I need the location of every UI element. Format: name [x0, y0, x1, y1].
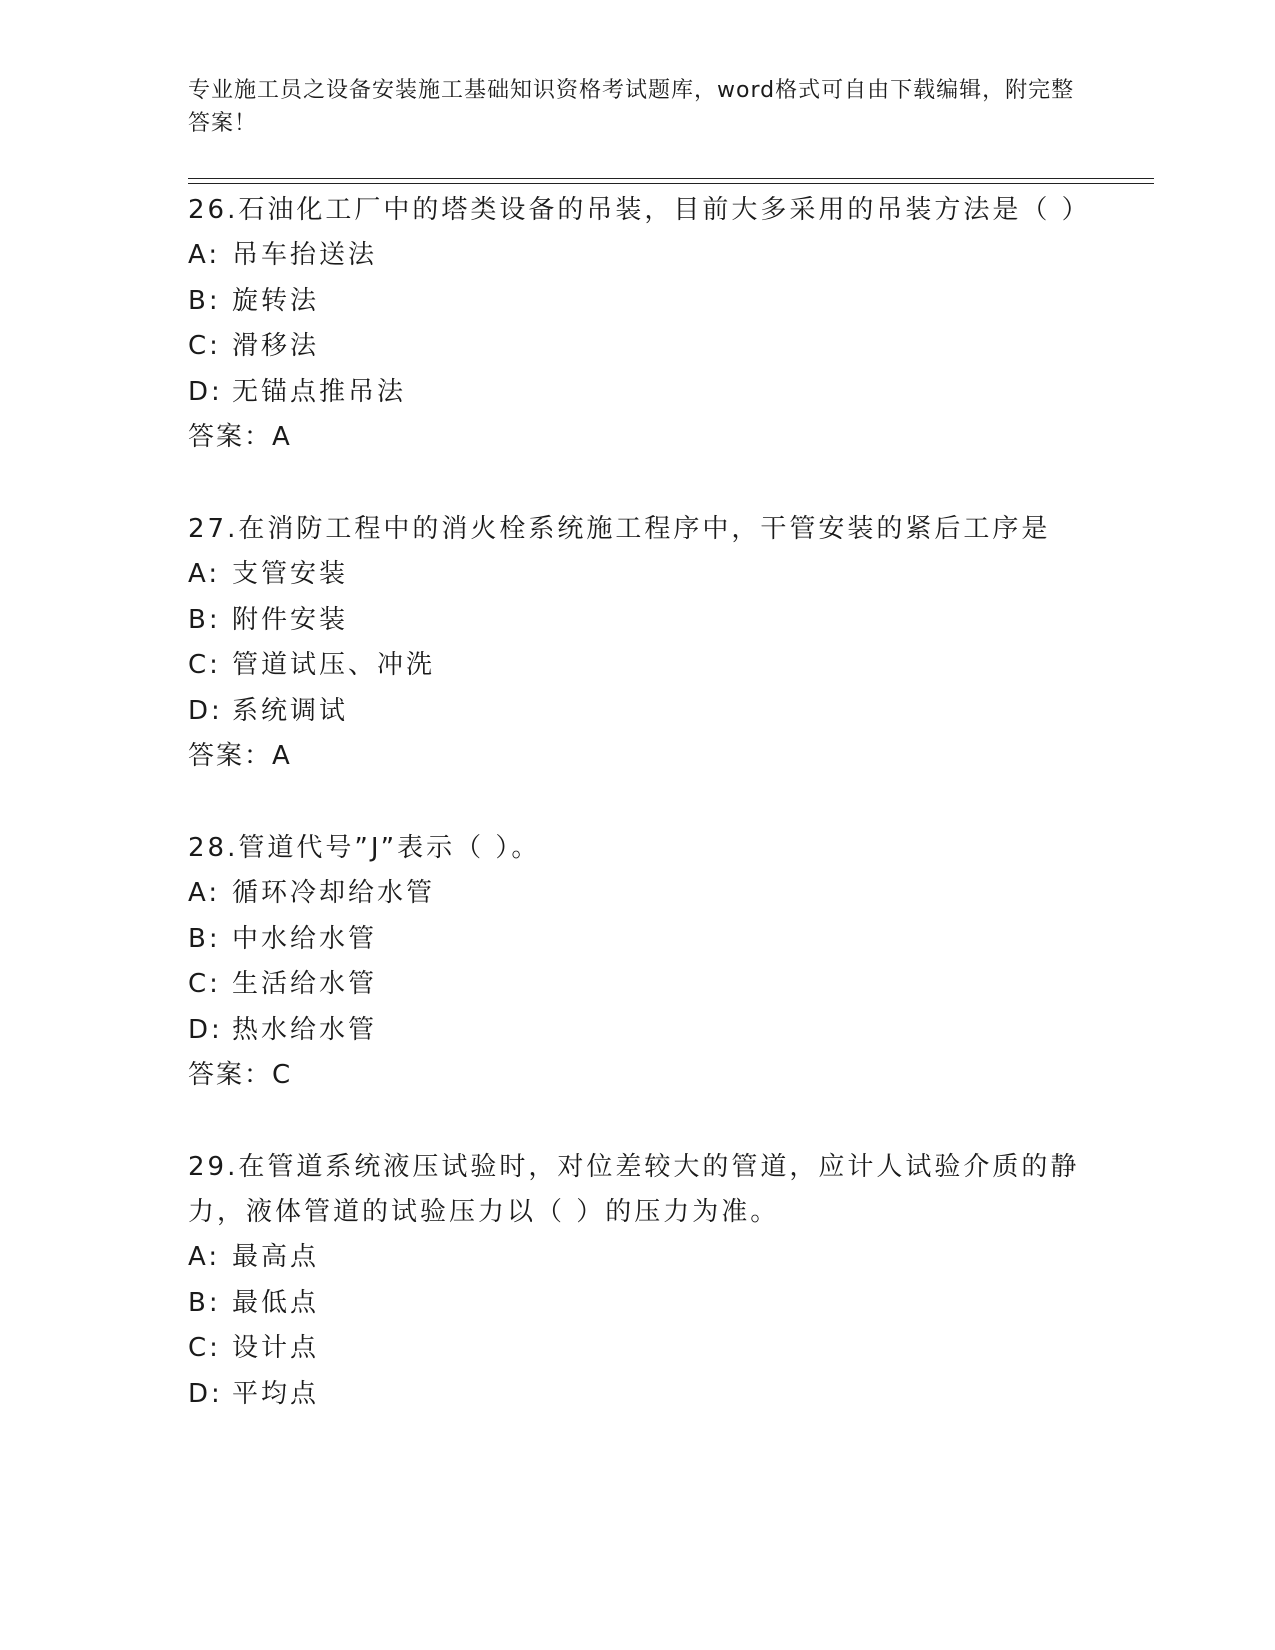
- option-c: [188, 962, 1088, 1008]
- option-text: 生活给水管: [232, 969, 378, 999]
- option-letter: A:: [188, 1242, 221, 1272]
- answer-line: 答案：A: [188, 422, 292, 452]
- question-26: [188, 188, 1091, 460]
- option-text: 系统调试: [232, 695, 349, 726]
- option-b: [188, 279, 1088, 325]
- option-letter: C:: [188, 331, 221, 361]
- option-b: [188, 598, 1088, 644]
- option-text: 设计点: [232, 1333, 320, 1363]
- option-c: [188, 643, 1088, 689]
- option-text: 最高点: [232, 1242, 320, 1272]
- option-letter: D:: [188, 1378, 223, 1409]
- option-d: [188, 689, 1088, 735]
- option-a: [188, 871, 1088, 917]
- document-header: 专业施工员之设备安装施工基础知识资格考试题库，word格式可自由下载编辑，附完整答案！: [188, 78, 1075, 136]
- option-text: 无锚点推吊法: [232, 376, 407, 407]
- option-letter: B:: [188, 604, 221, 635]
- option-text: 吊车抬送法: [232, 240, 378, 270]
- option-letter: B:: [188, 285, 221, 316]
- option-letter: B:: [188, 923, 221, 954]
- answer-line: 答案：A: [188, 741, 292, 771]
- answer-line: 答案：C: [188, 1060, 293, 1090]
- option-letter: B:: [188, 1287, 221, 1318]
- option-letter: D:: [188, 695, 223, 726]
- option-text: 最低点: [232, 1287, 320, 1318]
- option-text: 中水给水管: [232, 923, 378, 954]
- header-divider-top: [188, 178, 1154, 179]
- option-a: [188, 552, 1088, 598]
- question-28: [188, 826, 1088, 1098]
- option-letter: C:: [188, 969, 221, 999]
- option-text: 管道试压、冲洗: [232, 650, 436, 680]
- option-c: [188, 324, 1088, 370]
- option-text: 附件安装: [232, 604, 349, 635]
- option-b: [188, 917, 1088, 963]
- question-stem: 26.石油化工厂中的塔类设备的吊装，目前大多采用的吊装方法是（ ）: [188, 195, 1091, 225]
- option-c: [188, 1326, 1088, 1372]
- question-stem: 29.在管道系统液压试验时，对位差较大的管道，应计人试验介质的静力，液体管道的试验压力以（ ）的压力为准。: [188, 1152, 1080, 1227]
- option-letter: A:: [188, 878, 221, 908]
- option-text: 热水给水管: [232, 1014, 378, 1045]
- question-stem: 27.在消防工程中的消火栓系统施工程序中，干管安装的紧后工序是: [188, 514, 1051, 544]
- option-a: [188, 233, 1088, 279]
- option-d: [188, 370, 1088, 416]
- option-text: 循环冷却给水管: [232, 878, 436, 908]
- question-27: [188, 507, 1088, 779]
- option-letter: C:: [188, 1333, 221, 1363]
- option-text: 平均点: [232, 1378, 320, 1409]
- option-a: [188, 1235, 1088, 1281]
- option-letter: C:: [188, 650, 221, 680]
- question-list: [188, 188, 1091, 1464]
- question-29: [188, 1145, 1088, 1417]
- option-letter: D:: [188, 376, 223, 407]
- option-b: [188, 1281, 1088, 1327]
- question-stem: 28.管道代号”J”表示（ ）。: [188, 833, 541, 863]
- option-d: [188, 1372, 1088, 1418]
- option-letter: A:: [188, 240, 221, 270]
- option-d: [188, 1008, 1088, 1054]
- option-letter: A:: [188, 559, 221, 589]
- option-text: 旋转法: [232, 285, 320, 316]
- option-letter: D:: [188, 1014, 223, 1045]
- option-text: 滑移法: [232, 331, 320, 361]
- header-divider-bottom: [188, 183, 1154, 184]
- option-text: 支管安装: [232, 559, 349, 589]
